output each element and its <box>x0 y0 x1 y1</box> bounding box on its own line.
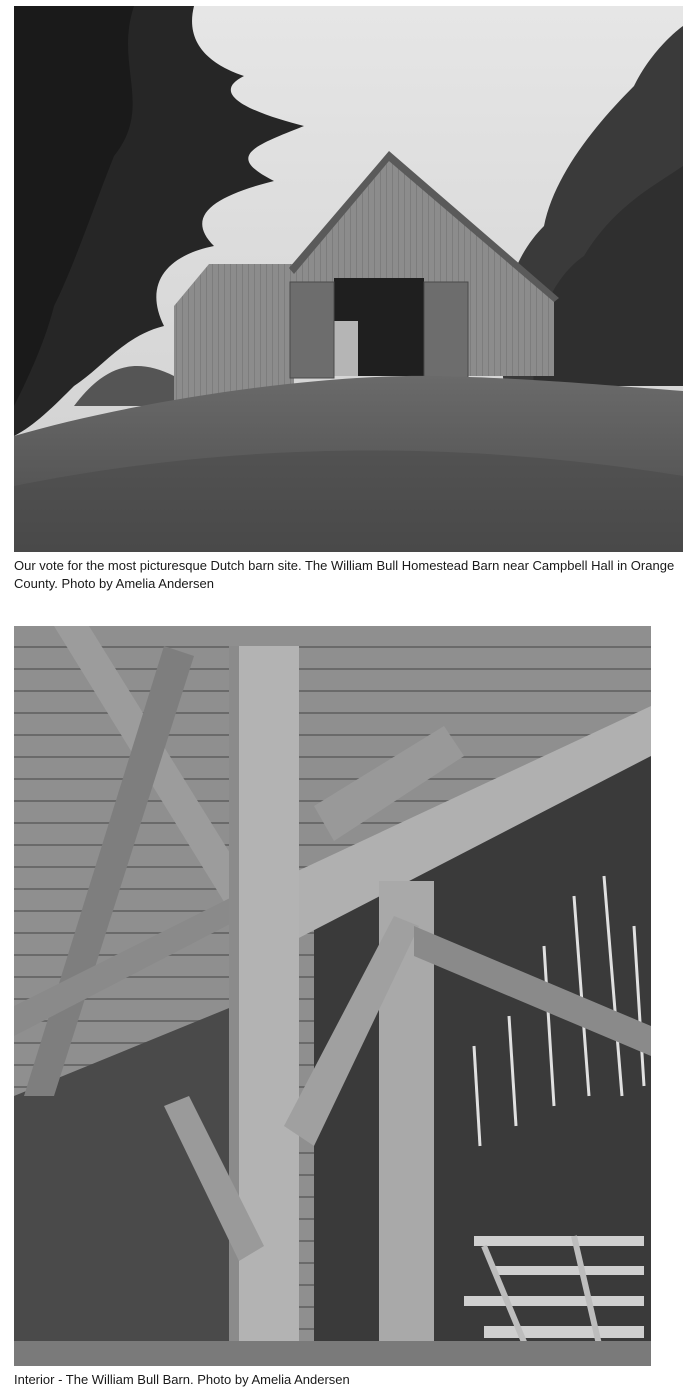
photo-caption: Interior - The William Bull Barn. Photo by Amelia Andersen <box>14 1372 350 1387</box>
barn-interior-photo <box>14 626 651 1366</box>
barn-exterior-illustration <box>14 6 683 552</box>
barn-exterior-photo <box>14 6 683 552</box>
photo-caption: Our vote for the most picturesque Dutch barn site. The William Bull Homestead Barn near Campbell Hall in Orange County. Photo by Amelia Andersen <box>14 558 675 591</box>
barn-interior-illustration <box>14 626 651 1366</box>
